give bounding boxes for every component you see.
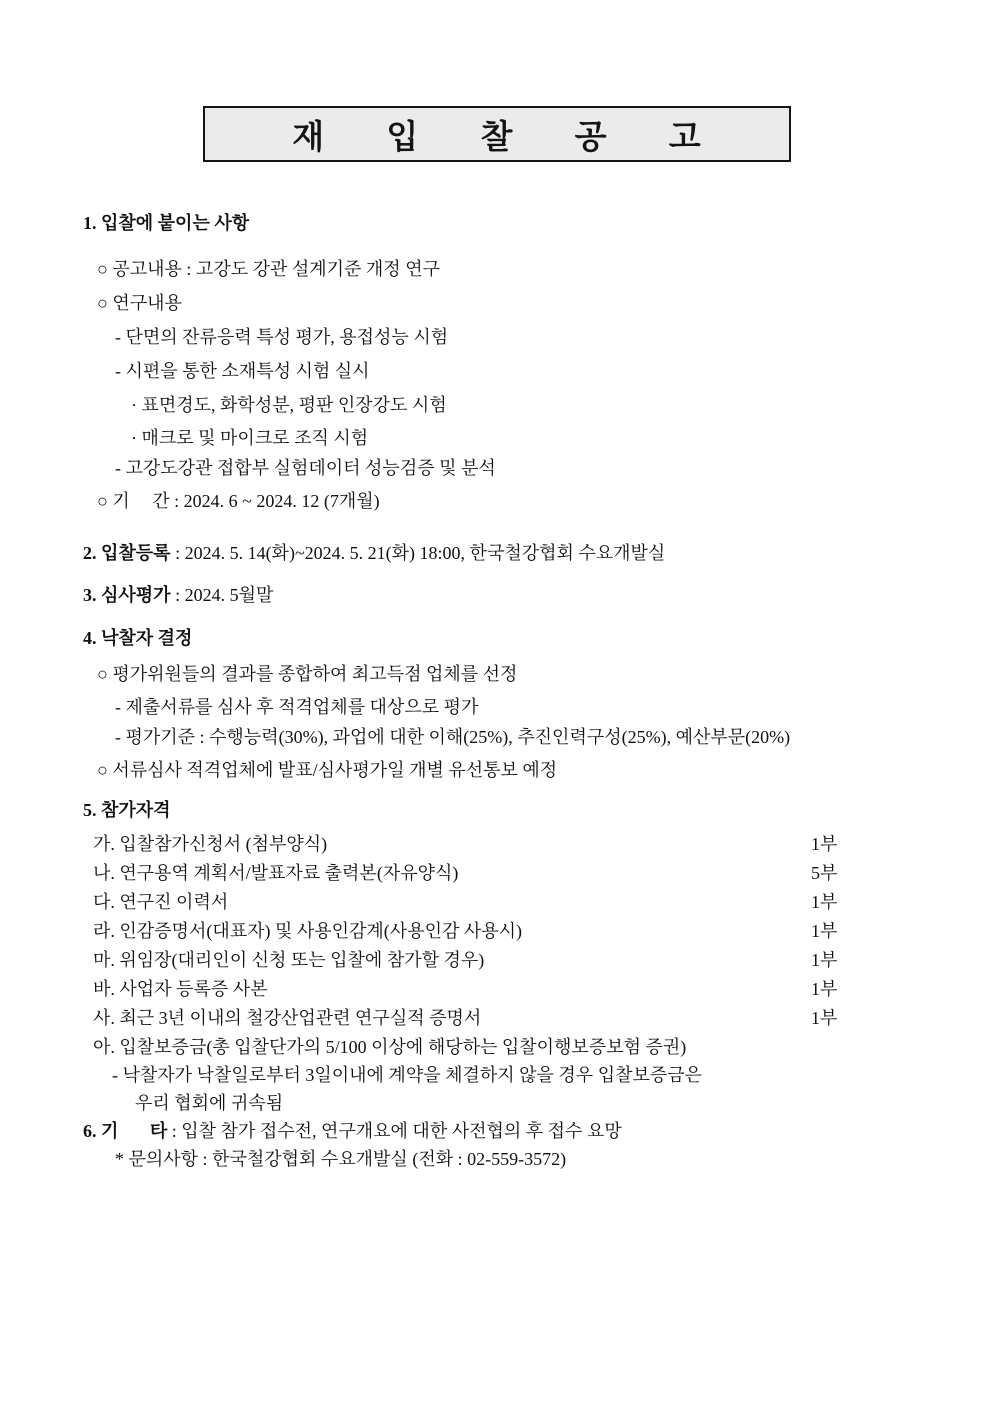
document-body	[83, 0, 985, 1172]
item-text: 바. 사업자 등록증 사본	[93, 979, 268, 999]
item-text: 다. 연구진 이력서	[93, 892, 229, 912]
section-2-line	[83, 540, 985, 566]
qualification-item-ah	[83, 1034, 985, 1060]
item-text: 나. 연구용역 계획서/발표자료 출력본(자유양식)	[93, 863, 459, 883]
qualification-item-ga	[83, 831, 985, 857]
item-count: 1부	[811, 950, 838, 970]
section-4-bullet-notify: ○ 서류심사 적격업체에 발표/심사평가일 개별 유선통보 예정	[97, 760, 558, 780]
section-1-bullet-notice: ○ 공고내용 : 고강도 강관 설계기준 개정 연구	[97, 259, 440, 279]
section-4-bullet-select: ○ 평가위원들의 결과를 종합하여 최고득점 업체를 선정	[97, 664, 518, 684]
qualification-item-sa	[83, 1005, 985, 1031]
section-6-value: : 입찰 참가 접수전, 연구개요에 대한 사전협의 후 접수 요망	[167, 1121, 622, 1141]
item-text: 가. 입찰참가신청서 (첨부양식)	[93, 834, 328, 854]
item-count: 1부	[811, 834, 838, 854]
section-4-heading: 4. 낙찰자 결정	[83, 628, 193, 648]
item-count: 5부	[811, 863, 838, 883]
section-3-heading: 3. 심사평가	[83, 585, 171, 605]
qualification-item-ma	[83, 947, 985, 973]
section-5-note-dash: - 낙찰자가 낙찰일로부터 3일이내에 계약을 체결하지 않을 경우 입찰보증금은	[112, 1065, 703, 1085]
section-4-dash-screening: - 제출서류를 심사 후 적격업체를 대상으로 평가	[115, 697, 479, 717]
item-count: 1부	[811, 1008, 838, 1028]
item-text: 라. 인감증명서(대표자) 및 사용인감계(사용인감 사용시)	[93, 921, 523, 941]
section-1-dash-verify: - 고강도강관 접합부 실험데이터 성능검증 및 분석	[115, 458, 496, 478]
section-4-dash-criteria: - 평가기준 : 수행능력(30%), 과업에 대한 이해(25%), 추진인력구성(25%), 예산부문(20%)	[115, 727, 791, 747]
section-1-heading: 1. 입찰에 붙이는 사항	[83, 213, 250, 233]
section-1-bullet-research: ○ 연구내용	[97, 293, 182, 313]
item-text: 사. 최근 3년 이내의 철강산업관련 연구실적 증명서	[93, 1008, 482, 1028]
qualification-item-ba	[83, 976, 985, 1002]
section-2-heading: 2. 입찰등록	[83, 543, 171, 563]
section-3-value: : 2024. 5월말	[170, 585, 274, 605]
qualification-item-na	[83, 860, 985, 886]
section-1-dot-hardness: · 표면경도, 화학성분, 평판 인장강도 시험	[131, 395, 447, 415]
section-1-bullet-period: ○ 기 간 : 2024. 6 ~ 2024. 12 (7개월)	[97, 491, 380, 511]
section-5-heading: 5. 참가자격	[83, 800, 171, 820]
section-6-contact: * 문의사항 : 한국철강협회 수요개발실 (전화 : 02-559-3572)	[115, 1149, 567, 1169]
qualification-item-da	[83, 889, 985, 915]
item-count: 1부	[811, 979, 838, 999]
item-text: 마. 위임장(대리인이 신청 또는 입찰에 참가할 경우)	[93, 950, 485, 970]
section-6-line	[83, 1118, 985, 1144]
section-2-value: : 2024. 5. 14(화)~2024. 5. 21(화) 18:00, 한국철강협회 수요개발실	[170, 543, 666, 563]
section-1-dot-macro: · 매크로 및 마이크로 조직 시험	[131, 428, 369, 448]
section-1-dash-residual: - 단면의 잔류응력 특성 평가, 용접성능 시험	[115, 327, 449, 347]
item-count: 1부	[811, 892, 838, 912]
item-text: 아. 입찰보증금(총 입찰단가의 5/100 이상에 해당하는 입찰이행보증보험 증권)	[93, 1037, 687, 1057]
section-1-dash-specimen: - 시편을 통한 소재특성 시험 실시	[115, 361, 370, 381]
section-3-line	[83, 582, 985, 608]
section-6-heading: 6. 기 타	[83, 1121, 168, 1141]
item-count: 1부	[811, 921, 838, 941]
qualification-item-ra	[83, 918, 985, 944]
document-title: 재 입 찰 공 고	[292, 119, 702, 156]
section-5-note-cont: 우리 협회에 귀속됨	[135, 1093, 284, 1113]
